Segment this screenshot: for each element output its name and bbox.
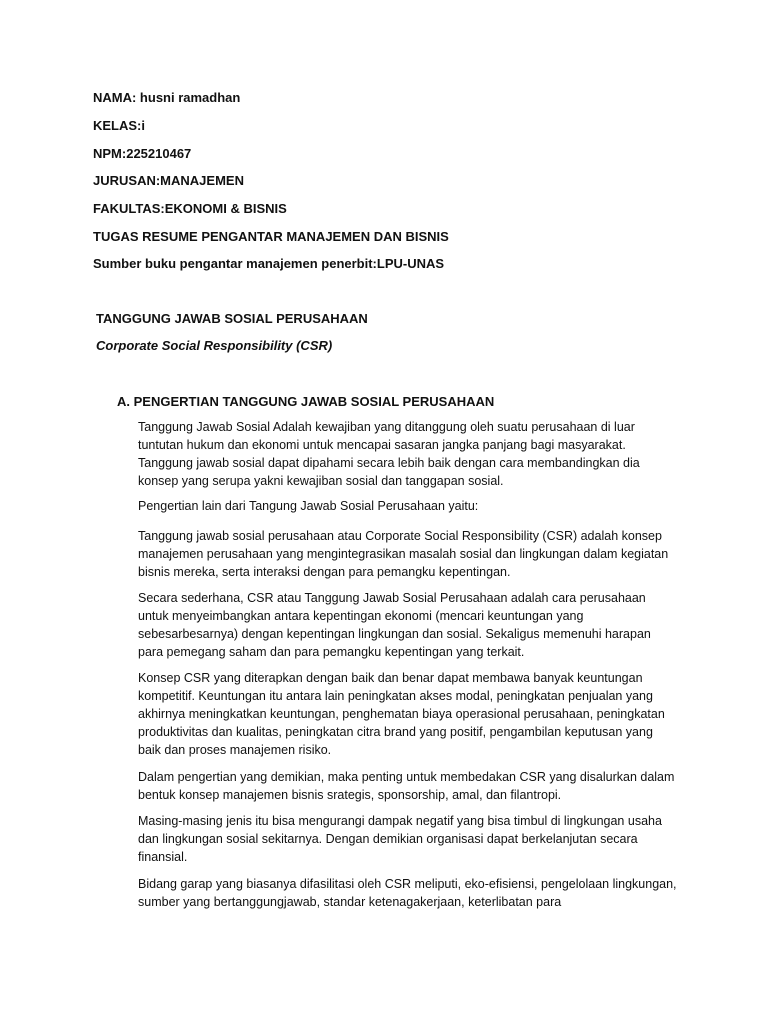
nama-line: NAMA: husni ramadhan [93,90,241,105]
paragraph-7: Masing-masing jenis itu bisa mengurangi dampak negatif yang bisa timbul di lingkungan usaha dan lingkungan sosial sekitarnya. Dengan demikian organisasi dapat berkelanjutan secara finansial. [138,814,662,864]
paragraph-3: Tanggung jawab sosial perusahaan atau Corporate Social Responsibility (CSR) adalah konsep manajemen perusahaan yang mengintegrasikan masalah sosial dan lingkungan dalam kegiatan bisnis mereka, serta interaksi dengan para pemangku kepentingan. [138,529,669,579]
fakultas-line: FAKULTAS:EKONOMI & BISNIS [93,201,287,216]
jurusan-line: JURUSAN:MANAJEMEN [93,173,244,188]
section-a-heading: A. PENGERTIAN TANGGUNG JAWAB SOSIAL PERUSAHAAN [117,394,495,409]
paragraph-6: Dalam pengertian yang demikian, maka penting untuk membedakan CSR yang disalurkan dalam bentuk konsep manajemen bisnis srategis, sponsorship, amal, dan filantropi. [138,770,675,802]
document-subtitle: Corporate Social Responsibility (CSR) [96,338,333,353]
paragraph-8: Bidang garap yang biasanya difasilitasi oleh CSR meliputi, eko-efisiensi, pengelolaan lingkungan, sumber yang bertanggungjawab, standar ketenagakerjaan, keterlibatan para [138,877,677,909]
kelas-line: KELAS:i [93,118,145,133]
paragraph-2: Pengertian lain dari Tangung Jawab Sosial Perusahaan yaitu: [138,499,479,513]
npm-line: NPM:225210467 [93,146,192,161]
sumber-line: Sumber buku pengantar manajemen penerbit:LPU-UNAS [93,256,445,271]
paragraph-1: Tanggung Jawab Sosial Adalah kewajiban yang ditanggung oleh suatu perusahaan di luar tuntutan hukum dan ekonomi untuk mencapai sasaran jangka panjang bagi masyarakat. Tanggung jawab sosial dapat dipahami secara lebih baik dengan cara membandingkan dia konsep yang serupa yakni kewajiban sosial dan tanggapan sosial. [138,420,640,488]
tugas-line: TUGAS RESUME PENGANTAR MANAJEMEN DAN BISNIS [93,229,449,244]
paragraph-5: Konsep CSR yang diterapkan dengan baik dan benar dapat membawa banyak keuntungan kompetitif. Keuntungan itu antara lain peningkatan akses modal, peningkatan penjualan yang akhirnya meningkatkan keuntungan, penghematan biaya operasional perusahaan, peningkatan produktivitas dan kualitas, peningkatan citra brand yang positif, pengambilan keputusan yang baik dan proses manajemen risiko. [138,671,665,757]
document-title: TANGGUNG JAWAB SOSIAL PERUSAHAAN [96,311,368,326]
paragraph-4: Secara sederhana, CSR atau Tanggung Jawab Sosial Perusahaan adalah cara perusahaan untuk menyeimbangkan antara kepentingan ekonomi (mencari keuntungan yang sebesarbesarnya) dengan kepentingan lingkungan dan sosial. Sekaligus memenuhi harapan para pemegang saham dan para pemangku kepentingan yang terkait. [138,591,651,659]
